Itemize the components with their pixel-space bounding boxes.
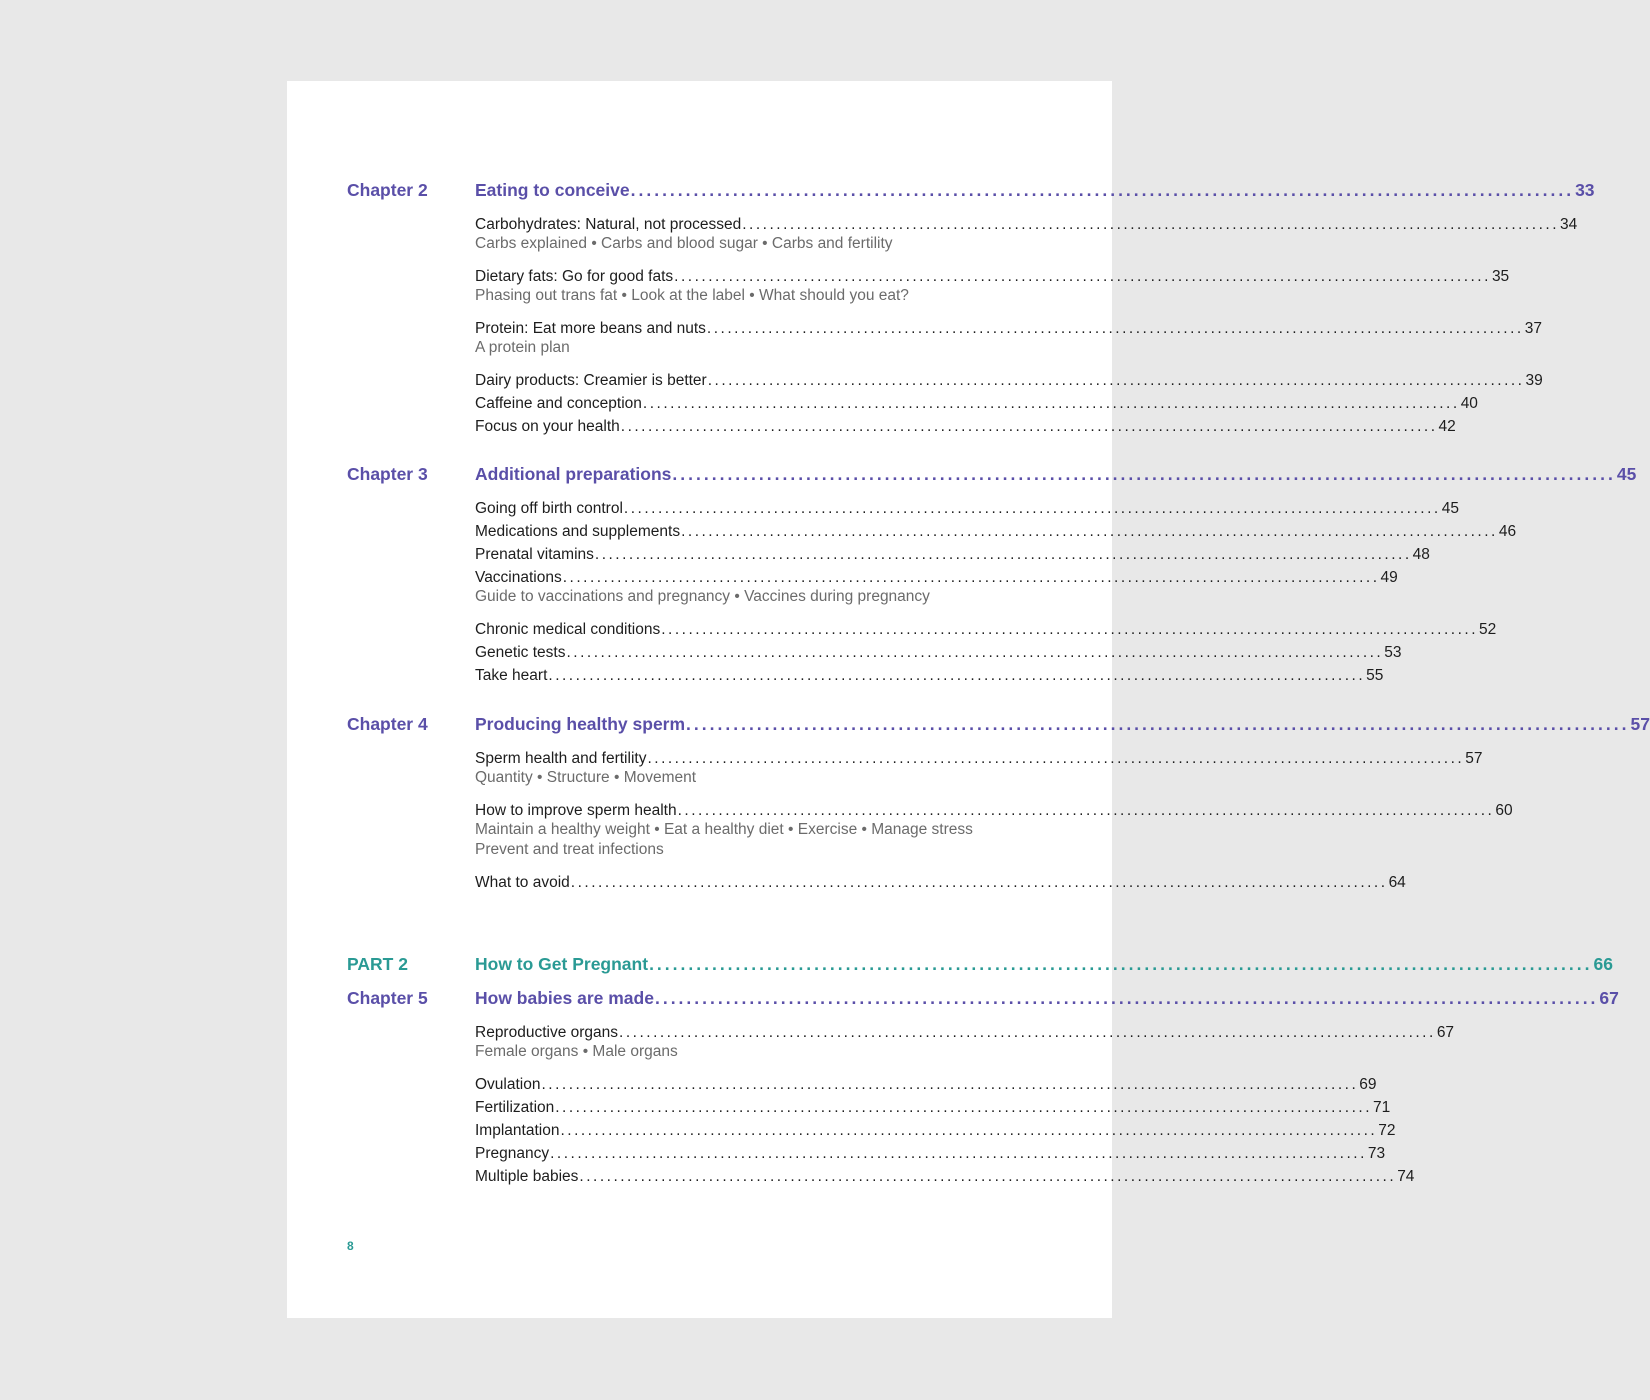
dot-leader: ........................................................................................................................ (594, 546, 1412, 563)
chapter-title: How babies are made (475, 988, 654, 1008)
chapter-title-row[interactable] (475, 712, 1650, 736)
chapter-title-row[interactable] (475, 178, 1595, 202)
dot-leader: ........................................................................................................................ (560, 1122, 1378, 1139)
page-number: 60 (1495, 802, 1513, 819)
toc-entry[interactable] (475, 1165, 1415, 1188)
page-number: 46 (1498, 523, 1517, 540)
entry-title: Pregnancy (475, 1145, 550, 1162)
dot-leader: ........................................................................................................................ (706, 320, 1524, 337)
page-number: 48 (1412, 546, 1430, 563)
entry-title: Ovulation (475, 1076, 541, 1093)
dot-leader: ........................................................................................................................ (619, 1024, 1436, 1041)
toc-entry[interactable] (475, 497, 1459, 520)
toc-entry[interactable] (475, 1073, 1377, 1096)
dot-leader: ........................................................................................................................ (742, 216, 1560, 233)
entry-title: Fertilization (475, 1099, 555, 1116)
toc-entry[interactable] (475, 520, 1517, 543)
toc-entry[interactable] (475, 747, 1483, 770)
dot-leader: ........................................................................................................................ (677, 802, 1495, 819)
entry-subtopics: Phasing out trans fat • Look at the label • What should you eat? (475, 287, 909, 304)
toc-entry[interactable] (475, 415, 1456, 438)
page-number: 45 (1441, 500, 1459, 517)
toc-entry[interactable] (475, 369, 1543, 392)
page-number: 64 (1388, 874, 1406, 891)
entry-title: What to avoid (475, 874, 570, 891)
toc-page (287, 81, 1650, 1318)
page-number: 57 (1465, 750, 1483, 767)
toc-entry[interactable] (475, 1142, 1386, 1165)
page-number: 74 (1397, 1168, 1415, 1185)
dot-leader: ........................................................................................................................ (570, 874, 1388, 891)
page-number: 42 (1438, 418, 1456, 435)
entry-title: Focus on your health (475, 418, 620, 435)
page-number: 67 (1599, 988, 1619, 1008)
entry-subtopics: Maintain a healthy weight • Eat a healthy diet • Exercise • Manage stress (475, 821, 973, 838)
entry-subtopics: Prevent and treat infections (475, 841, 664, 858)
page-number: 37 (1524, 320, 1542, 337)
toc-entry[interactable] (475, 799, 1513, 822)
part-label: PART 2 (347, 954, 408, 974)
page-folio: 8 (347, 1239, 354, 1253)
entry-title: Dairy products: Creamier is better (475, 372, 707, 389)
page-number: 55 (1366, 667, 1384, 684)
dot-leader: ........................................................................................................................ (647, 750, 1465, 767)
toc-entry[interactable] (475, 543, 1430, 566)
dot-leader: ........................................................................................................................ (579, 1168, 1397, 1185)
page-number: 45 (1616, 464, 1637, 484)
entry-subtopics: Quantity • Structure • Movement (475, 769, 697, 786)
entry-title: Reproductive organs (475, 1024, 619, 1041)
dot-leader: ........................................................................................................................ (562, 569, 1380, 586)
entry-subtopics: Carbs explained • Carbs and blood sugar • Carbs and fertility (475, 235, 893, 252)
entry-subtopics: Female organs • Male organs (475, 1043, 678, 1060)
dot-leader: ........................................................................................................................ (566, 644, 1384, 661)
toc-entry[interactable] (475, 1021, 1455, 1044)
dot-leader: ........................................................................................................................ (548, 667, 1366, 684)
page-number: 72 (1378, 1122, 1396, 1139)
page-number: 73 (1367, 1145, 1386, 1162)
entry-title: Vaccinations (475, 569, 562, 586)
toc-entry[interactable] (475, 317, 1542, 340)
entry-title: Dietary fats: Go for good fats (475, 268, 674, 285)
page-number: 57 (1630, 714, 1650, 734)
entry-title: Caffeine and conception (475, 395, 642, 412)
page-number: 71 (1373, 1099, 1391, 1116)
toc-entry[interactable] (475, 392, 1478, 415)
toc-entry[interactable] (475, 618, 1497, 641)
page-number: 67 (1436, 1024, 1455, 1041)
entry-title: Going off birth control (475, 500, 623, 517)
dot-leader: ........................................................................................................................ (630, 180, 1575, 200)
entry-subtopics: Guide to vaccinations and pregnancy • Vaccines during pregnancy (475, 588, 930, 605)
page-number: 35 (1491, 268, 1510, 285)
entry-title: Genetic tests (475, 644, 566, 661)
dot-leader: ........................................................................................................................ (642, 395, 1460, 412)
dot-leader: ........................................................................................................................ (623, 500, 1441, 517)
dot-leader: ........................................................................................................................ (649, 954, 1593, 974)
chapter-title-row[interactable] (475, 462, 1637, 486)
entry-title: Sperm health and fertility (475, 750, 647, 767)
page-number: 40 (1460, 395, 1478, 412)
page-number: 34 (1560, 216, 1578, 233)
dot-leader: ........................................................................................................................ (686, 714, 1630, 734)
toc-entry[interactable] (475, 664, 1384, 687)
dot-leader: ........................................................................................................................ (550, 1145, 1367, 1162)
page-number: 53 (1384, 644, 1402, 661)
toc-entry[interactable] (475, 1096, 1391, 1119)
entry-title: Implantation (475, 1122, 560, 1139)
dot-leader: ........................................................................................................................ (661, 621, 1479, 638)
page-number: 49 (1380, 569, 1398, 586)
page-number: 66 (1593, 954, 1613, 974)
dot-leader: ........................................................................................................................ (555, 1099, 1373, 1116)
chapter-title: Eating to conceive (475, 180, 630, 200)
page-number: 69 (1359, 1076, 1377, 1093)
toc-entry[interactable] (475, 566, 1398, 589)
page-number: 39 (1525, 372, 1543, 389)
toc-entry[interactable] (475, 641, 1402, 664)
dot-leader: ........................................................................................................................ (620, 418, 1438, 435)
entry-title: Prenatal vitamins (475, 546, 594, 563)
dot-leader: ........................................................................................................................ (654, 988, 1599, 1008)
entry-title: Chronic medical conditions (475, 621, 661, 638)
toc-entry[interactable] (475, 1119, 1396, 1142)
chapter-title: Additional preparations (475, 464, 672, 484)
dot-leader: ........................................................................................................................ (541, 1076, 1359, 1093)
part-title: How to Get Pregnant (475, 954, 649, 974)
chapter-label: Chapter 3 (347, 464, 428, 484)
dot-leader: ........................................................................................................................ (707, 372, 1525, 389)
entry-subtopics: A protein plan (475, 339, 570, 356)
dot-leader: ........................................................................................................................ (674, 268, 1491, 285)
toc-entry[interactable] (475, 265, 1510, 288)
dot-leader: ........................................................................................................................ (681, 523, 1498, 540)
entry-title: Carbohydrates: Natural, not processed (475, 216, 742, 233)
toc-entry[interactable] (475, 213, 1578, 236)
toc-entry[interactable] (475, 871, 1406, 894)
chapter-label: Chapter 5 (347, 988, 428, 1008)
entry-title: Protein: Eat more beans and nuts (475, 320, 706, 337)
dot-leader: ........................................................................................................................ (672, 464, 1616, 484)
page-number: 52 (1479, 621, 1497, 638)
chapter-title-row[interactable] (475, 986, 1619, 1010)
entry-title: Multiple babies (475, 1168, 579, 1185)
entry-title: Take heart (475, 667, 548, 684)
page-number: 33 (1575, 180, 1595, 200)
part-title-row[interactable] (475, 952, 1613, 976)
entry-title: How to improve sperm health (475, 802, 677, 819)
chapter-label: Chapter 4 (347, 714, 428, 734)
chapter-label: Chapter 2 (347, 180, 428, 200)
entry-title: Medications and supplements (475, 523, 681, 540)
chapter-title: Producing healthy sperm (475, 714, 686, 734)
